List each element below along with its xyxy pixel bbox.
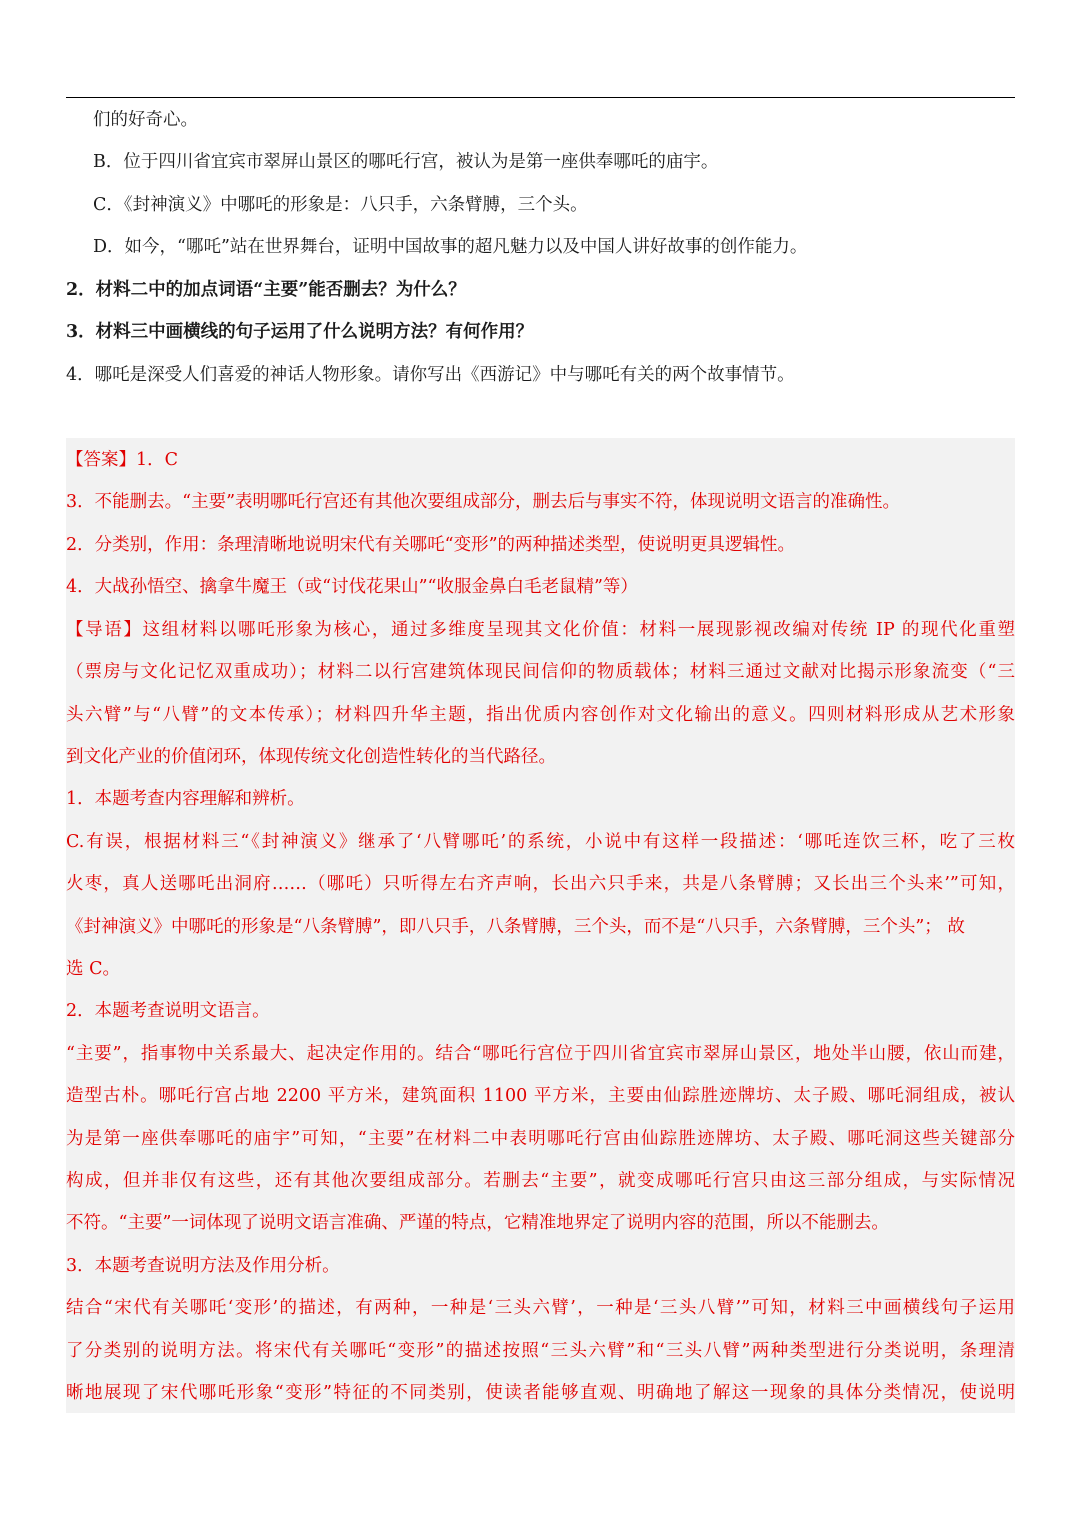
- answer-line: 造型古朴。哪吒行宫占地 2200 平方米，建筑面积 1100 平方米，主要由仙踪胜迹牌坊、太子殿、哪吒洞组成，被认: [66, 1086, 1015, 1106]
- question1-option-b: B．位于四川省宜宾市翠屏山景区的哪吒行宫，被认为是第一座供奉哪吒的庙宇。: [93, 152, 719, 172]
- answer-line: 不符。“主要”一词体现了说明文语言准确、严谨的特点，它精准地界定了说明内容的范围，所以不能删去。: [66, 1213, 889, 1233]
- answer-line: 【导语】这组材料以哪吒形象为核心，通过多维度呈现其文化价值：材料一展现影视改编对传统 IP 的现代化重塑: [66, 620, 1015, 640]
- question1-continuation: 们的好奇心。: [93, 110, 198, 130]
- answer-line: 《封神演义》中哪吒的形象是“八条臂膊”，即八只手，八条臂膊，三个头，而不是“八只手，六条臂膊，三个头”； 故: [66, 917, 965, 937]
- answer-line: 构成，但并非仅有这些，还有其他次要组成部分。若删去“主要”，就变成哪吒行宫只由这三部分组成，与实际情况: [66, 1171, 1015, 1191]
- answer-line: 头六臂”与“八臂”的文本传承）；材料四升华主题，指出优质内容创作对文化输出的意义。四则材料形成从艺术形象: [66, 705, 1015, 725]
- answer-line: 2．本题考查说明文语言。: [66, 1001, 270, 1021]
- question1-option-c: C．《封神演义》中哪吒的形象是：八只手，六条臂膊，三个头。: [93, 195, 588, 215]
- question-3: 3．材料三中画横线的句子运用了什么说明方法？有何作用？: [66, 322, 534, 342]
- answer-line: 了分类别的说明方法。将宋代有关哪吒“变形”的描述按照“三头六臂”和“三头八臂”两种类型进行分类说明，条理清: [66, 1341, 1015, 1361]
- question-2: 2．材料二中的加点词语“主要”能否删去？为什么？: [66, 280, 466, 300]
- answer-line: 为是第一座供奉哪吒的庙宇”可知，“主要”在材料二中表明哪吒行宫由仙踪胜迹牌坊、太子殿、哪吒洞这些关键部分: [66, 1129, 1015, 1149]
- answer-line: 到文化产业的价值闭环，体现传统文化创造性转化的当代路径。: [66, 747, 556, 767]
- answer-line: C.有误，根据材料三“《封神演义》继承了‘八臂哪吒’的系统，小说中有这样一段描述：‘哪吒连饮三杯，吃了三枚: [66, 832, 1015, 852]
- answer-line: “主要”，指事物中关系最大、起决定作用的。结合“哪吒行宫位于四川省宜宾市翠屏山景区，地处半山腰，依山而建，: [66, 1044, 1015, 1064]
- answer-line: 2．分类别，作用：条理清晰地说明宋代有关哪吒“变形”的两种描述类型，使说明更具逻辑性。: [66, 535, 796, 555]
- answer-line: 1．本题考查内容理解和辨析。: [66, 789, 305, 809]
- header-rule: [66, 97, 1015, 98]
- answer-line: （票房与文化记忆双重成功）；材料二以行宫建筑体现民间信仰的物质载体；材料三通过文献对比揭示形象流变（“三: [66, 662, 1015, 682]
- answer-line: 火枣，真人送哪吒出洞府……（哪吒）只听得左右齐声响，长出六只手来，共是八条臂膊；又长出三个头来’”可知，: [66, 874, 1015, 894]
- answer-line: 选 C。: [66, 959, 120, 979]
- answer-line: 【答案】1．C: [66, 450, 179, 470]
- answer-line: 晰地展现了宋代哪吒形象“变形”特征的不同类别，使读者能够直观、明确地了解这一现象的具体分类情况，使说明: [66, 1383, 1015, 1403]
- answer-line: 3．不能删去。“主要”表明哪吒行宫还有其他次要组成部分，删去后与事实不符，体现说明文语言的准确性。: [66, 492, 901, 512]
- answer-line: 3．本题考查说明方法及作用分析。: [66, 1256, 340, 1276]
- question-4: 4．哪吒是深受人们喜爱的神话人物形象。请你写出《西游记》中与哪吒有关的两个故事情节。: [66, 365, 795, 385]
- answer-line: 结合“宋代有关哪吒‘变形’的描述，有两种，一种是‘三头六臂’，一种是‘三头八臂’”可知，材料三中画横线句子运用: [66, 1298, 1015, 1318]
- question1-option-d: D．如今，“哪吒”站在世界舞台，证明中国故事的超凡魅力以及中国人讲好故事的创作能力。: [93, 237, 808, 257]
- answer-line: 4．大战孙悟空、擒拿牛魔王（或“讨伐花果山”“收服金鼻白毛老鼠精”等）: [66, 577, 638, 597]
